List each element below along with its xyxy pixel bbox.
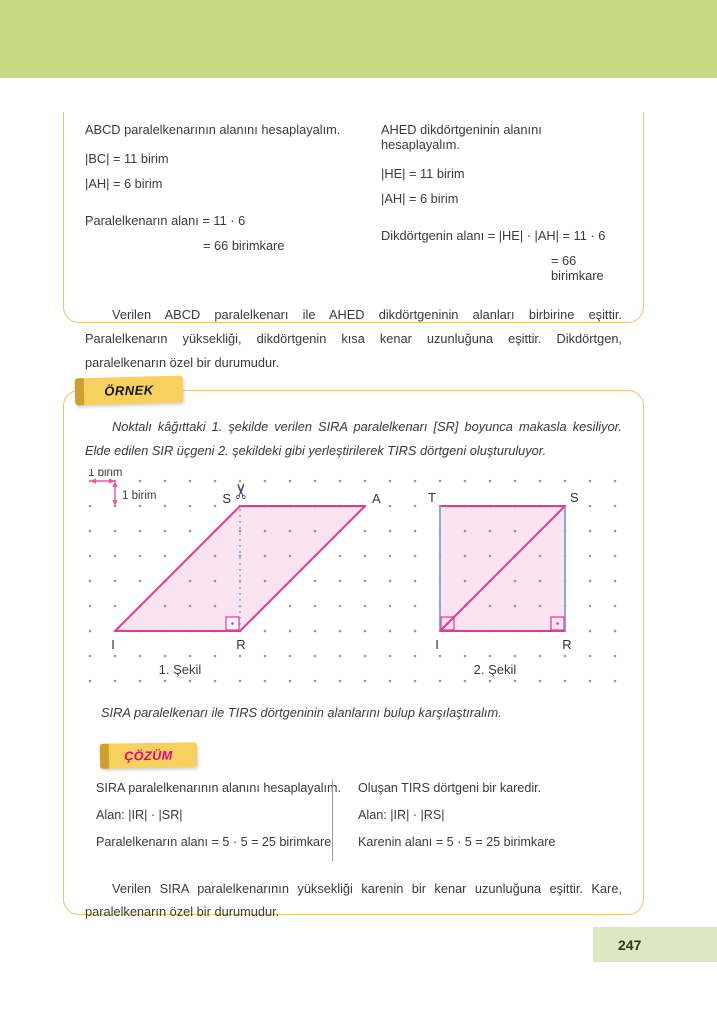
recap-columns	[64, 112, 643, 283]
recap-left-title: ABCD paralelkenarının alanını hesaplayalım.	[85, 122, 341, 137]
recap-left-calc2: = 66 birimkare	[203, 238, 285, 253]
solution-left-line2: Alan: |IR| · |SR|	[96, 808, 183, 822]
page-number: 247	[618, 936, 642, 953]
recap-right-given2: |AH| = 6 birim	[381, 191, 459, 206]
solution-right-line2: Alan: |IR| · |RS|	[358, 808, 445, 822]
example-problem-paragraph: Noktalı kâğıttaki 1. şekilde verilen SIRA paralelkenarı [SR] boyunca makasla kesiliyor. Elde edilen SIR üçgeni 2. şekildeki gibi yerleştirilerek TIRS dörtgeni oluşturuluyor.	[85, 419, 622, 458]
page-number-badge	[593, 927, 717, 962]
unit-label-horizontal: 1 birim	[88, 469, 123, 479]
vertex-label-S-fig2: S	[570, 490, 579, 505]
scissors-icon: ✂	[230, 482, 254, 500]
solution-right-column	[358, 780, 555, 861]
recap-right-given1: |HE| = 11 birim	[381, 166, 465, 181]
solution-left-column	[96, 780, 342, 861]
ornek-tab: ÖRNEK	[75, 376, 184, 406]
vertex-label-I-fig1: I	[111, 637, 115, 652]
cozum-tab: ÇÖZÜM	[100, 742, 197, 769]
unit-arrows	[90, 478, 118, 506]
vertex-label-S-fig1: S	[222, 491, 231, 506]
unit-label-vertical: 1 birim	[122, 490, 157, 502]
example-box	[63, 382, 644, 919]
recap-right-calc2: = 66 birimkare	[551, 253, 604, 283]
solution-columns	[96, 780, 643, 861]
recap-left-column	[85, 122, 381, 283]
recap-left-given2: |AH| = 6 birim	[85, 176, 163, 191]
solution-right-line1: Oluşan TIRS dörtgeni bir karedir.	[358, 781, 542, 795]
vertex-label-R-fig1: R	[236, 637, 246, 652]
example-task-line: SIRA paralelkenarı ile TIRS dörtgeninin alanlarını bulup karşılaştıralım.	[101, 705, 502, 720]
recap-left-given1: |BC| = 11 birim	[85, 151, 169, 166]
recap-box	[63, 112, 644, 370]
right-angle-marker-R-fig1	[226, 617, 239, 630]
vertex-label-R-fig2: R	[562, 637, 572, 652]
recap-right-column	[381, 122, 623, 283]
vertex-label-I-fig2: I	[435, 637, 439, 652]
header-band	[0, 0, 717, 78]
figures-canvas	[85, 469, 635, 697]
example-conclusion-paragraph: Verilen SIRA paralelkenarının yüksekliği karenin bir kenar uzunluğuna eşittir. Kare, paralelkenarın özel bir durumudur.	[85, 881, 622, 919]
vertex-label-A-fig1: A	[372, 491, 381, 506]
recap-summary-paragraph: Verilen ABCD paralelkenarı ile AHED dikdörtgeninin alanları birbirine eşittir. Paralelkenarın yüksekliği, dikdörtgenin kısa kenar uzunluğuna eşittir. Dikdörtgen, paralelkenarın özel bir durumudur.	[85, 307, 622, 370]
solution-right-line3: Karenin alanı = 5 · 5 = 25 birimkare	[358, 835, 556, 849]
solution-divider	[332, 780, 333, 861]
vertex-label-T-fig2: T	[428, 490, 436, 505]
recap-right-calc1: Dikdörtgenin alanı = |HE| · |AH| = 11 · 6	[381, 228, 606, 243]
recap-right-title: AHED dikdörtgeninin alanını hesaplayalım.	[381, 122, 542, 152]
figure1-caption: 1. Şekil	[158, 662, 202, 677]
solution-left-line3: Paralelkenarın alanı = 5 · 5 = 25 birimkare	[96, 835, 332, 849]
figure2-caption: 2. Şekil	[473, 662, 517, 677]
solution-left-line1: SIRA paralelkenarının alanını hesaplayalım.	[96, 781, 342, 795]
recap-left-calc1: Paralelkenarın alanı = 11 · 6	[85, 213, 246, 228]
